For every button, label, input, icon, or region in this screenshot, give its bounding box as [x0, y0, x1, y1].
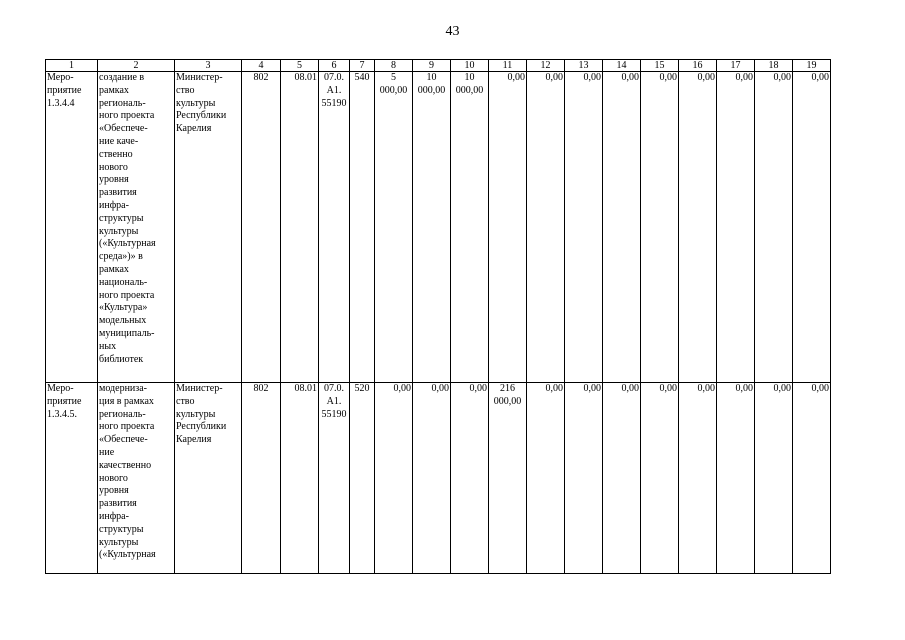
column-header: 14: [603, 60, 641, 72]
value-cell: 0,00: [527, 72, 565, 383]
column-header: 13: [565, 60, 603, 72]
rzpr-cell: 08.01: [281, 383, 319, 574]
value-cell: 0,00: [793, 383, 831, 574]
column-header: 19: [793, 60, 831, 72]
rzpr-cell: 08.01: [281, 72, 319, 383]
column-header: 7: [350, 60, 375, 72]
value-cell: 0,00: [451, 383, 489, 574]
column-header: 10: [451, 60, 489, 72]
budget-table: [45, 59, 831, 574]
value-cell: 10 000,00: [451, 72, 489, 383]
column-header: 12: [527, 60, 565, 72]
value-cell: 0,00: [641, 383, 679, 574]
grbs-cell: 802: [242, 72, 281, 383]
column-header: 11: [489, 60, 527, 72]
vr-cell: 540: [350, 72, 375, 383]
column-header: 9: [413, 60, 451, 72]
value-cell: 0,00: [717, 72, 755, 383]
value-cell: 0,00: [603, 72, 641, 383]
csr-cell: 07.0. A1. 55190: [319, 383, 350, 574]
value-cell: 0,00: [527, 383, 565, 574]
value-cell: 0,00: [565, 383, 603, 574]
column-header: 5: [281, 60, 319, 72]
value-cell: 0,00: [793, 72, 831, 383]
value-cell: 5 000,00: [375, 72, 413, 383]
value-cell: 216 000,00: [489, 383, 527, 574]
column-header: 3: [175, 60, 242, 72]
value-cell: 0,00: [603, 383, 641, 574]
column-header: 4: [242, 60, 281, 72]
measure-cell: Меро- приятие 1.3.4.5.: [46, 383, 98, 574]
page-number: 43: [445, 24, 460, 39]
column-header: 1: [46, 60, 98, 72]
value-cell: 0,00: [679, 383, 717, 574]
column-header: 18: [755, 60, 793, 72]
column-header: 8: [375, 60, 413, 72]
table-row: [46, 72, 831, 383]
column-header: 15: [641, 60, 679, 72]
csr-cell: 07.0. A1. 55190: [319, 72, 350, 383]
value-cell: 0,00: [679, 72, 717, 383]
value-cell: 0,00: [375, 383, 413, 574]
table-row: [46, 383, 831, 574]
column-header: 6: [319, 60, 350, 72]
grbs-cell: 802: [242, 383, 281, 574]
value-cell: 10 000,00: [413, 72, 451, 383]
value-cell: 0,00: [641, 72, 679, 383]
value-cell: 0,00: [413, 383, 451, 574]
value-cell: 0,00: [489, 72, 527, 383]
executor-cell: Министер- ство культуры Республики Карелия: [175, 72, 242, 383]
description-cell: модерниза- ция в рамках региональ- ного проекта «Обеспече- ние качественно нового уровня развития инфра- структуры культуры («Культурная: [98, 383, 175, 574]
value-cell: 0,00: [717, 383, 755, 574]
value-cell: 0,00: [565, 72, 603, 383]
column-header: 2: [98, 60, 175, 72]
vr-cell: 520: [350, 383, 375, 574]
value-cell: 0,00: [755, 383, 793, 574]
column-header: 16: [679, 60, 717, 72]
measure-cell: Меро- приятие 1.3.4.4: [46, 72, 98, 383]
value-cell: 0,00: [755, 72, 793, 383]
executor-cell: Министер- ство культуры Республики Карелия: [175, 383, 242, 574]
description-cell: создание в рамках региональ- ного проекта «Обеспече- ние каче- ственно нового уровня развития инфра- структуры культуры («Культурная среда»)» в рамках националь- ного проекта «Культура» модельных муниципаль- ных библиотек: [98, 72, 175, 383]
column-header: 17: [717, 60, 755, 72]
header-row: [46, 60, 831, 72]
